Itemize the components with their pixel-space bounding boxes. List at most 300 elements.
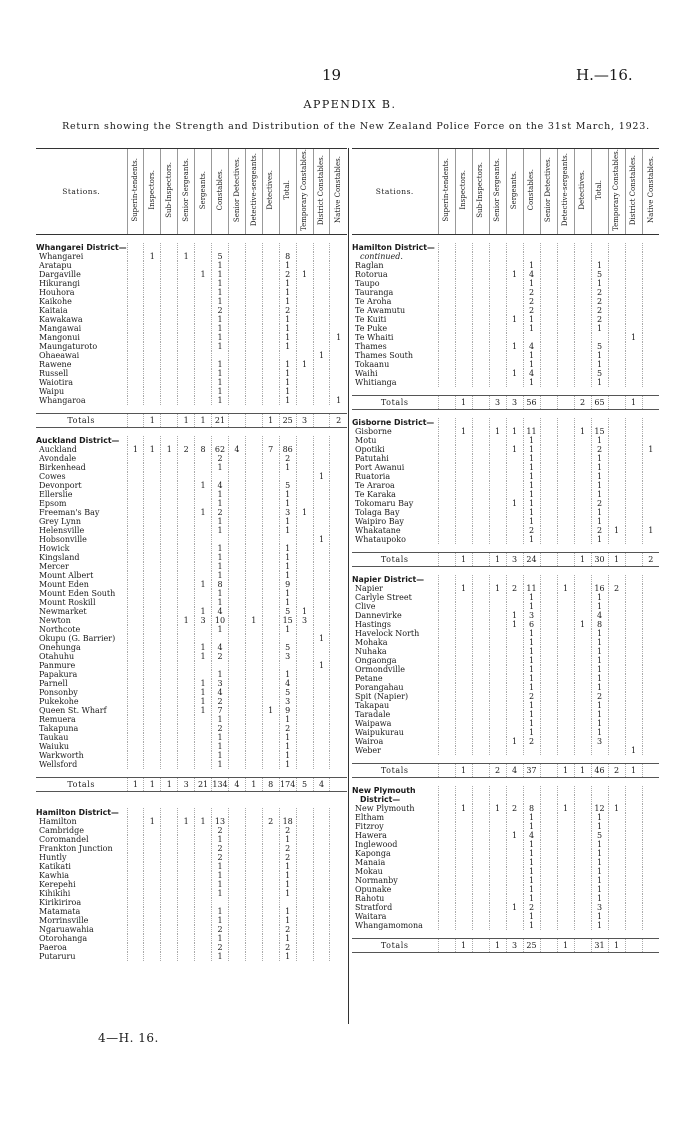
count-cell: 1	[455, 804, 472, 813]
station-name: Whangaroa	[39, 395, 86, 405]
count-cell	[330, 544, 347, 553]
count-cell	[438, 822, 455, 831]
count-cell	[296, 907, 313, 916]
count-cell	[178, 679, 195, 688]
district-heading	[36, 436, 347, 445]
count-cell	[279, 351, 296, 360]
count-cell	[540, 463, 557, 472]
count-cell	[625, 378, 642, 387]
station-name-cell	[36, 270, 127, 279]
station-name: Eltham	[355, 812, 385, 822]
count-cell	[178, 297, 195, 306]
station-name: Porangahau	[355, 682, 404, 692]
count-cell: 1	[523, 849, 540, 858]
count-cell	[195, 324, 212, 333]
count-cell	[557, 395, 574, 409]
empty-cell	[161, 243, 178, 252]
count-cell: 4	[591, 611, 608, 620]
empty-cell	[438, 795, 455, 804]
count-cell	[540, 535, 557, 544]
count-cell	[506, 867, 523, 876]
station-name-cell	[352, 746, 438, 755]
count-cell: 2	[591, 445, 608, 454]
left-table-panel	[36, 148, 347, 961]
count-cell	[127, 697, 144, 706]
count-cell	[262, 499, 279, 508]
count-cell	[438, 710, 455, 719]
count-cell	[296, 598, 313, 607]
district-heading	[352, 575, 659, 584]
count-cell	[296, 562, 313, 571]
empty-cell	[455, 243, 472, 252]
count-cell	[178, 634, 195, 643]
count-cell	[262, 889, 279, 898]
count-cell	[608, 342, 625, 351]
station-row	[352, 822, 659, 831]
count-cell	[212, 351, 229, 360]
station-name-cell	[36, 760, 127, 769]
count-cell	[438, 297, 455, 306]
count-cell	[472, 674, 489, 683]
station-name: Remuera	[39, 714, 76, 724]
spacer-cell	[352, 566, 659, 575]
empty-cell	[591, 575, 608, 584]
station-name-cell	[352, 270, 438, 279]
station-row	[352, 306, 659, 315]
column-header-label: Sergeants.	[510, 170, 519, 210]
count-cell	[330, 535, 347, 544]
count-cell: 1	[574, 763, 591, 777]
count-cell	[262, 607, 279, 616]
station-name: Avondale	[39, 453, 77, 463]
count-cell: 2	[279, 826, 296, 835]
column-header	[144, 149, 161, 235]
count-cell	[161, 835, 178, 844]
count-cell: 5	[296, 777, 313, 791]
count-cell: 11	[523, 584, 540, 593]
count-cell	[540, 728, 557, 737]
count-cell: 1	[195, 652, 212, 661]
station-name: Paeroa	[39, 942, 67, 952]
station-name: Ponsonby	[39, 687, 78, 697]
count-cell: 2	[608, 584, 625, 593]
count-cell: 1	[523, 351, 540, 360]
count-cell	[574, 849, 591, 858]
count-cell	[506, 526, 523, 535]
count-cell	[245, 670, 262, 679]
station-name-cell	[352, 297, 438, 306]
count-cell	[540, 746, 557, 755]
station-name-cell	[352, 885, 438, 894]
count-cell	[489, 665, 506, 674]
column-header-label: Constables.	[215, 169, 224, 211]
count-cell	[313, 598, 330, 607]
column-header	[313, 149, 330, 235]
station-name: Papakura	[39, 669, 78, 679]
station-row	[36, 916, 347, 925]
station-row	[352, 849, 659, 858]
station-name-cell	[36, 306, 127, 315]
station-name: Parnell	[39, 678, 68, 688]
count-cell	[557, 728, 574, 737]
station-name: Hikurangi	[39, 278, 80, 288]
count-cell	[557, 508, 574, 517]
count-cell	[296, 670, 313, 679]
district-heading	[352, 786, 659, 795]
count-cell	[229, 844, 246, 853]
count-cell	[296, 324, 313, 333]
station-name-cell	[352, 647, 438, 656]
station-row	[352, 593, 659, 602]
count-cell	[296, 252, 313, 261]
count-cell	[625, 261, 642, 270]
count-cell	[229, 688, 246, 697]
empty-cell	[438, 418, 455, 427]
count-cell: 1	[127, 777, 144, 791]
count-cell	[455, 288, 472, 297]
count-cell	[438, 885, 455, 894]
count-cell	[262, 907, 279, 916]
count-cell: 3	[195, 616, 212, 625]
count-cell	[438, 270, 455, 279]
count-cell	[144, 369, 161, 378]
count-cell: 1	[212, 369, 229, 378]
count-cell	[438, 894, 455, 903]
column-header-label: Temporary Constables.	[300, 149, 309, 231]
station-name-cell	[36, 715, 127, 724]
count-cell: 1	[313, 535, 330, 544]
empty-cell	[330, 436, 347, 445]
column-header-label: Inspectors.	[459, 170, 468, 210]
count-cell	[642, 611, 659, 620]
count-cell	[642, 297, 659, 306]
count-cell	[330, 508, 347, 517]
count-cell	[574, 517, 591, 526]
count-cell: 1	[574, 620, 591, 629]
station-name-cell	[36, 261, 127, 270]
count-cell	[472, 921, 489, 930]
count-cell	[313, 898, 330, 907]
count-cell	[557, 629, 574, 638]
count-cell	[195, 562, 212, 571]
count-cell	[489, 490, 506, 499]
count-cell	[642, 665, 659, 674]
station-row	[352, 517, 659, 526]
count-cell	[262, 733, 279, 742]
count-cell	[506, 378, 523, 387]
count-cell	[245, 598, 262, 607]
count-cell: 1	[279, 360, 296, 369]
count-cell: 2	[506, 804, 523, 813]
count-cell	[296, 679, 313, 688]
count-cell: 3	[178, 777, 195, 791]
count-cell	[642, 894, 659, 903]
count-cell: 4	[313, 777, 330, 791]
station-name: Whangarei	[39, 251, 84, 261]
count-cell	[161, 324, 178, 333]
empty-cell	[472, 243, 489, 252]
count-cell	[144, 661, 161, 670]
count-cell: 3	[506, 938, 523, 952]
count-cell	[438, 719, 455, 728]
spacer-row	[36, 769, 347, 778]
station-row	[352, 297, 659, 306]
station-name: Dannevirke	[355, 610, 402, 620]
count-cell	[127, 517, 144, 526]
station-name: Aratapu	[39, 260, 72, 270]
count-cell	[540, 499, 557, 508]
count-cell	[506, 876, 523, 885]
count-cell	[161, 817, 178, 826]
station-name-cell	[36, 413, 127, 427]
count-cell	[195, 880, 212, 889]
count-cell: 4	[229, 445, 246, 454]
station-name-cell	[36, 526, 127, 535]
count-cell: 5	[279, 481, 296, 490]
count-cell	[313, 625, 330, 634]
count-cell	[489, 867, 506, 876]
count-cell	[608, 822, 625, 831]
station-name-cell	[352, 508, 438, 517]
count-cell: 1	[591, 822, 608, 831]
count-cell	[574, 360, 591, 369]
count-cell	[296, 724, 313, 733]
station-name: Whakatane	[355, 525, 401, 535]
empty-cell	[489, 575, 506, 584]
count-cell: 21	[195, 777, 212, 791]
count-cell	[642, 647, 659, 656]
empty-cell	[557, 575, 574, 584]
count-cell	[574, 674, 591, 683]
count-cell: 8	[262, 777, 279, 791]
count-cell	[178, 943, 195, 952]
count-cell	[229, 526, 246, 535]
station-name-cell	[352, 535, 438, 544]
count-cell	[557, 858, 574, 867]
stations-header: Stations.	[352, 149, 438, 235]
count-cell	[195, 535, 212, 544]
station-name-cell	[36, 279, 127, 288]
station-name: Weber	[355, 745, 381, 755]
count-cell	[127, 706, 144, 715]
empty-cell	[591, 243, 608, 252]
count-cell	[608, 593, 625, 602]
count-cell	[642, 481, 659, 490]
station-row	[352, 885, 659, 894]
station-name: Spit (Napier)	[355, 691, 409, 701]
count-cell: 1	[523, 324, 540, 333]
count-cell: 2	[279, 724, 296, 733]
count-cell	[161, 853, 178, 862]
empty-cell	[540, 795, 557, 804]
station-name-cell	[352, 719, 438, 728]
count-cell	[229, 589, 246, 598]
count-cell	[245, 535, 262, 544]
count-cell	[540, 472, 557, 481]
count-cell	[540, 674, 557, 683]
count-cell	[540, 647, 557, 656]
station-name: New Plymouth	[355, 803, 415, 813]
count-cell	[438, 813, 455, 822]
count-cell	[262, 571, 279, 580]
station-name-cell	[36, 535, 127, 544]
count-cell: 4	[523, 342, 540, 351]
station-row	[352, 903, 659, 912]
count-cell	[229, 508, 246, 517]
count-cell	[608, 894, 625, 903]
empty-cell	[313, 808, 330, 817]
count-cell	[262, 378, 279, 387]
count-cell	[296, 898, 313, 907]
count-cell	[229, 760, 246, 769]
count-cell	[506, 921, 523, 930]
count-cell: 1	[591, 629, 608, 638]
column-header-label: Detective-sergeants.	[249, 153, 258, 227]
count-cell: 1	[212, 517, 229, 526]
count-cell	[262, 553, 279, 562]
count-cell	[625, 665, 642, 674]
count-cell: 15	[591, 427, 608, 436]
count-cell	[642, 490, 659, 499]
empty-cell	[642, 575, 659, 584]
count-cell	[161, 387, 178, 396]
column-header	[608, 149, 625, 235]
count-cell	[313, 952, 330, 961]
empty-cell	[212, 808, 229, 817]
station-name: Maungaturoto	[39, 341, 98, 351]
count-cell	[540, 481, 557, 490]
count-cell	[127, 625, 144, 634]
count-cell	[557, 602, 574, 611]
count-cell	[472, 912, 489, 921]
count-cell	[178, 844, 195, 853]
station-name: Te Kuiti	[355, 314, 387, 324]
station-name: Grey Lynn	[39, 516, 82, 526]
count-cell: 1	[455, 763, 472, 777]
empty-cell	[455, 252, 472, 261]
station-row	[36, 697, 347, 706]
count-cell	[330, 589, 347, 598]
station-name: Taukau	[39, 732, 69, 742]
count-cell	[642, 858, 659, 867]
count-cell	[245, 724, 262, 733]
count-cell	[506, 261, 523, 270]
count-cell	[144, 288, 161, 297]
count-cell	[178, 499, 195, 508]
count-cell	[540, 552, 557, 566]
count-cell	[540, 719, 557, 728]
count-cell	[608, 912, 625, 921]
count-cell	[489, 912, 506, 921]
empty-cell	[625, 418, 642, 427]
station-row	[36, 315, 347, 324]
station-name: Kihikihi	[39, 888, 71, 898]
count-cell	[455, 508, 472, 517]
count-cell	[540, 683, 557, 692]
count-cell	[229, 252, 246, 261]
count-cell	[195, 916, 212, 925]
station-name: Mangawai	[39, 323, 82, 333]
station-name-cell	[352, 324, 438, 333]
count-cell	[229, 889, 246, 898]
count-cell: 1	[195, 413, 212, 427]
count-cell: 2	[523, 288, 540, 297]
count-cell	[245, 952, 262, 961]
station-row	[36, 661, 347, 670]
station-name-cell	[36, 490, 127, 499]
count-cell	[296, 742, 313, 751]
station-name: Inglewood	[355, 839, 398, 849]
count-cell	[127, 598, 144, 607]
count-cell	[296, 499, 313, 508]
count-cell	[330, 360, 347, 369]
count-cell	[313, 916, 330, 925]
count-cell	[161, 571, 178, 580]
count-cell	[161, 306, 178, 315]
count-cell	[608, 674, 625, 683]
count-cell: 1	[279, 871, 296, 880]
count-cell	[472, 665, 489, 674]
count-cell: 2	[212, 454, 229, 463]
count-cell	[127, 862, 144, 871]
count-cell: 1	[212, 499, 229, 508]
station-name: Hamilton	[39, 816, 77, 826]
count-cell	[455, 360, 472, 369]
count-cell: 1	[279, 288, 296, 297]
count-cell	[438, 638, 455, 647]
right-strength-table	[352, 148, 659, 953]
count-cell	[296, 880, 313, 889]
count-cell	[330, 835, 347, 844]
count-cell: 2	[262, 817, 279, 826]
count-cell	[472, 490, 489, 499]
spacer-row	[352, 409, 659, 418]
count-cell	[438, 647, 455, 656]
count-cell	[557, 490, 574, 499]
count-cell	[438, 858, 455, 867]
station-name-cell	[36, 481, 127, 490]
count-cell	[472, 804, 489, 813]
count-cell	[262, 261, 279, 270]
count-cell	[144, 625, 161, 634]
empty-cell	[625, 786, 642, 795]
empty-cell	[608, 575, 625, 584]
count-cell	[262, 544, 279, 553]
station-name-cell	[36, 463, 127, 472]
count-cell	[229, 562, 246, 571]
count-cell	[472, 840, 489, 849]
station-row	[36, 871, 347, 880]
count-cell	[557, 813, 574, 822]
spacer-row	[36, 234, 347, 243]
count-cell	[178, 871, 195, 880]
count-cell	[330, 643, 347, 652]
station-row	[36, 679, 347, 688]
count-cell	[330, 724, 347, 733]
count-cell	[489, 692, 506, 701]
count-cell	[523, 746, 540, 755]
count-cell	[161, 916, 178, 925]
count-cell	[574, 593, 591, 602]
count-cell	[296, 934, 313, 943]
count-cell	[557, 737, 574, 746]
station-name: Waipu	[39, 386, 65, 396]
count-cell	[330, 463, 347, 472]
station-name-cell	[352, 360, 438, 369]
station-name-cell	[36, 553, 127, 562]
count-cell	[625, 876, 642, 885]
count-cell	[229, 925, 246, 934]
